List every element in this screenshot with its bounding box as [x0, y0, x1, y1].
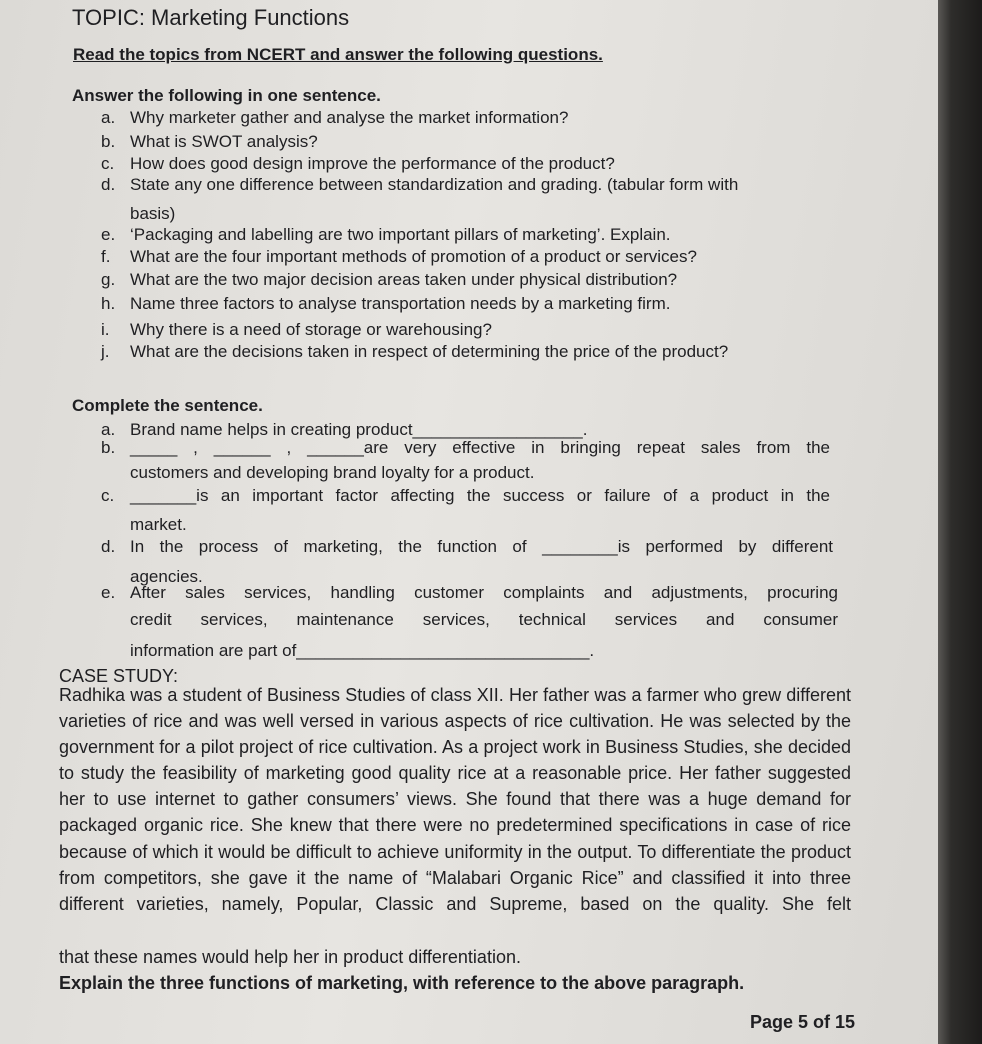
case-study-last-line: that these names would help her in product differentiation.	[59, 947, 521, 967]
question-item-continuation: basis)	[130, 204, 176, 223]
case-study-question: Explain the three functions of marketing, with reference to the above paragraph.	[59, 973, 745, 993]
page-number: Page 5 of 15	[750, 1012, 856, 1032]
page-edge-shadow	[938, 0, 982, 1044]
section-heading-complete-sentence: Complete the sentence.	[72, 396, 263, 415]
fill-blank-continuation: market.	[130, 515, 187, 534]
worksheet-page: TOPIC: Marketing Functions Read the topics from NCERT and answer the following questions. Answer the following in one sentence. a. Why marketer gather and analyse the market information? b. What is SWOT analysis? c. How does good design improve the performance of the product? d. State any one difference between standardization and grading. (tabular form with basis) e. ‘Packaging and labelling are two important pillars of marketing’. Explain. f. What are the four important methods of promotion of a product or services? g. What are the two major decision areas taken under physical distribution? h. Name three factors to analyse transportation needs by a marketing firm. i. Why there is a need of storage or warehousing? j. What are the decisions taken in respect of determining the price of the product? Complete the sentence. a. Brand name helps in creating product__________________. b. _____ , ______ , ______are very effective in bringing repeat sales from the customers and developing brand loyalty for a product. c. _______is an important factor affecting the success or failure of a product in the market. d. In the process of marketing, the function of ________is performed by different agencies. e. After sales services, handling customer complaints and adjustments, procuring credit services, maintenance services, technical services and consumer information are part of_______________________________. CASE STUDY: Radhika was a student of Business Studies of class XII. Her father was a farmer who grew different varieties of rice and was well versed in various aspects of rice cultivation. He was selected by the government for a pilot project of rice cultivation. As a project work in Business Studies, she decided to study the feasibility of marketing good quality rice at a reasonable price. Her father suggested her to use internet to gather consumers’ views. She found that there was a huge demand for packaged organic rice. She knew that there were no predetermined specifications in case of rice because of which it would be difficult to achieve uniformity in the output. To differentiate the product from competitors, she gave it the name of “Malabari Organic Rice” and classified it into three different varieties, namely, Popular, Classic and Supreme, based on the quality. She felt that these names would help her in product differentiation. Explain the three functions of marketing, with reference to the above paragraph. Page 5 of 15	[0, 0, 938, 1044]
fill-blank-continuation: customers and developing brand loyalty for a product.	[130, 463, 535, 482]
fill-blank-continuation: agencies.	[130, 567, 203, 586]
section-heading-one-sentence: Answer the following in one sentence.	[72, 86, 381, 105]
instruction: Read the topics from NCERT and answer the following questions.	[73, 45, 603, 64]
fill-blank-continuation: credit services, maintenance services, technical services and consumer	[130, 610, 838, 629]
topic-title: TOPIC: Marketing Functions	[72, 5, 350, 30]
fill-blank-continuation: information are part of_______________________________.	[130, 641, 595, 660]
case-study-label: CASE STUDY:	[59, 666, 179, 686]
case-study-paragraph: Radhika was a student of Business Studies of class XII. Her father was a farmer who grew different varieties of rice and was well versed in various aspects of rice cultivation. He was selected by the government for a pilot project of rice cultivation. As a project work in Business Studies, she decided to study the feasibility of marketing good quality rice at a reasonable price. Her father suggested her to use internet to gather consumers’ views. She found that there was a huge demand for packaged organic rice. She knew that there were no predetermined specifications in case of rice because of which it would be difficult to achieve uniformity in the output. To differentiate the product from competitors, she gave it the name of “Malabari Organic Rice” and classified it into three different varieties, namely, Popular, Classic and Supreme, based on the quality. She felt	[59, 685, 851, 914]
